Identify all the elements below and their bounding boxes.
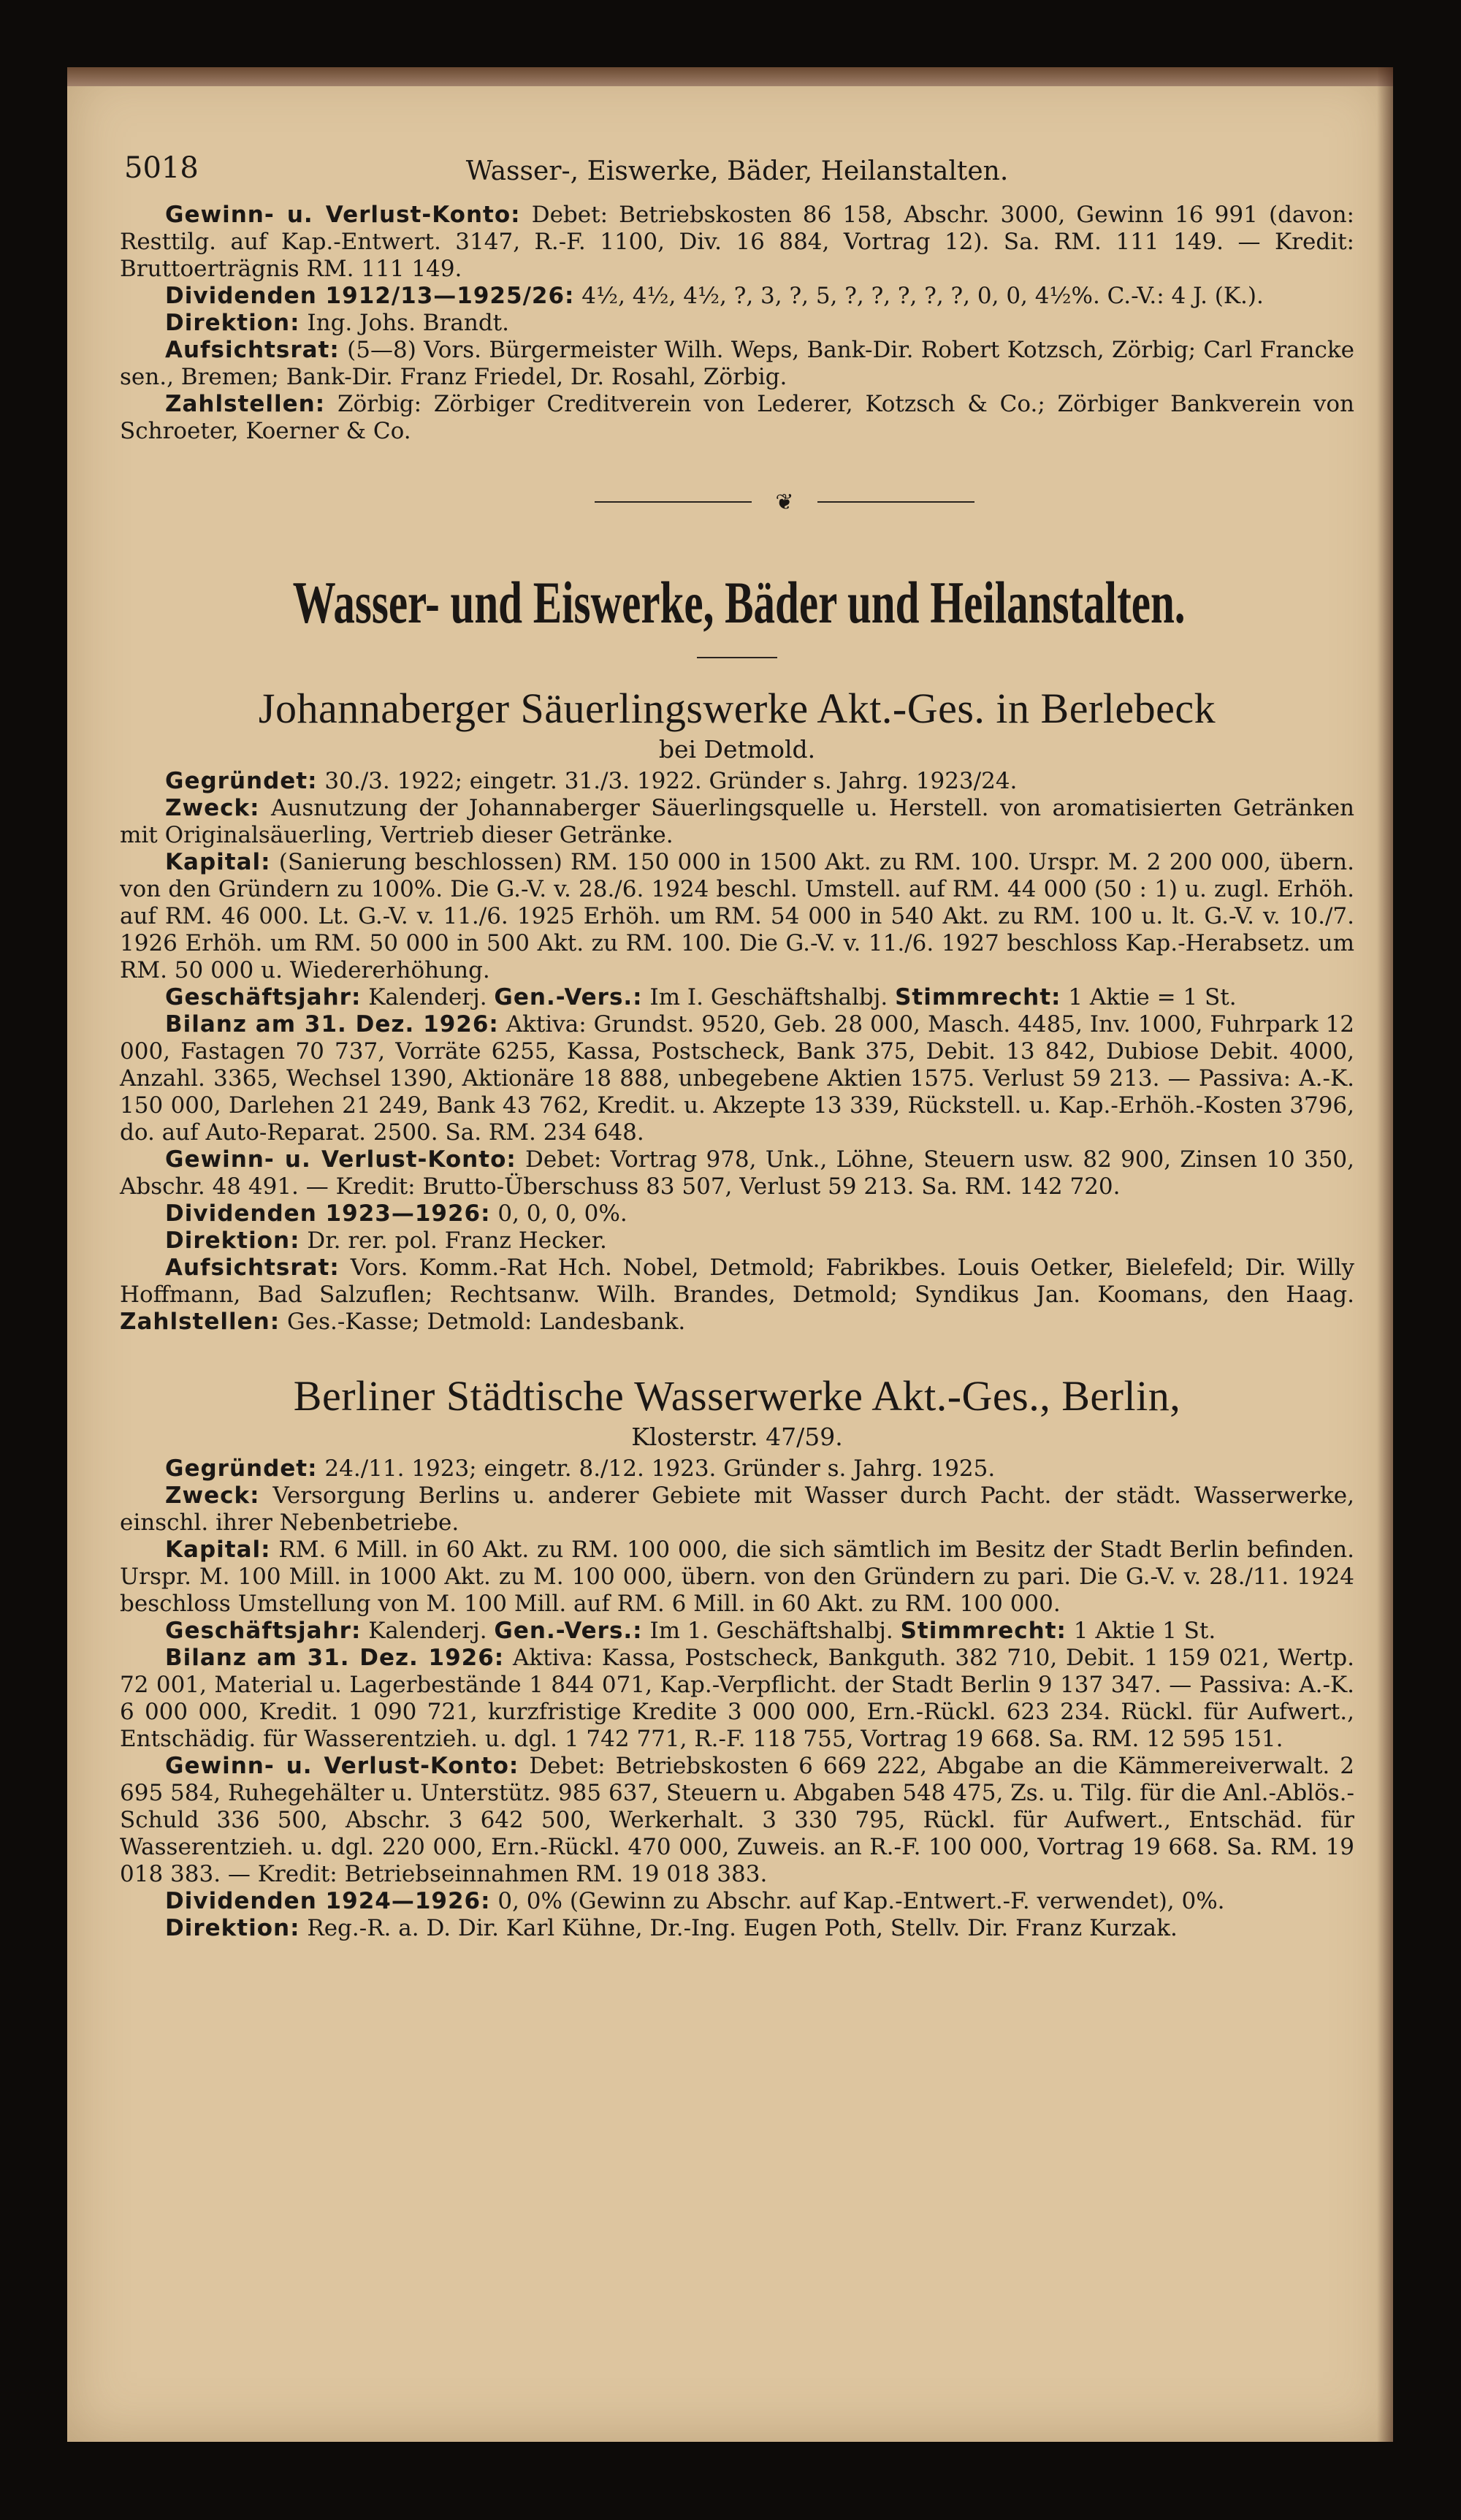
company-1-name: Johannaberger Säuerlingswerke Akt.-Ges. in Berlebeck bbox=[258, 685, 1216, 732]
c2-gegr-label: Gegründet: bbox=[165, 1455, 318, 1482]
c1-dir-paragraph bbox=[120, 1227, 1354, 1255]
page-content bbox=[120, 151, 1355, 1942]
c1-gegr-label: Gegründet: bbox=[165, 768, 318, 794]
previous-entry bbox=[120, 202, 1354, 445]
c1-ar-text: Vors. Komm.-Rat Hch. Nobel, Detmold; Fabrikbes. Louis Oetker, Bielefeld; Dir. Willy Hoffmann, Bad Salzuflen; Rechtsanw. Wilh. Brandes, Detmold; Syndikus Jan. Koomans, den Haag. bbox=[120, 1255, 1355, 1308]
prev-gv-text: Debet: Betriebskosten 86 158, Abschr. 3000, Gewinn 16 991 (davon: Resttilg. auf Kap.-Entwert. 3147, R.-F. 1100, Div. 16 884, Vortrag 12). Sa. RM. 111 149. — Kredit: Bruttoerträgnis RM. 111 149. bbox=[120, 202, 1354, 282]
section-rule bbox=[697, 657, 777, 658]
c1-kap-label: Kapital: bbox=[165, 849, 271, 875]
c1-zs-text: Ges.-Kasse; Detmold: Landesbank. bbox=[287, 1309, 686, 1335]
c2-gj-text: Kalenderj. bbox=[368, 1618, 487, 1644]
c2-st-text: 1 Aktie 1 St. bbox=[1073, 1618, 1216, 1644]
prev-dir-text: Ing. Johs. Brandt. bbox=[307, 310, 509, 336]
prev-zs-label: Zahlstellen: bbox=[165, 391, 326, 417]
c1-st-label: Stimmrecht: bbox=[895, 984, 1061, 1010]
prev-ar-label: Aufsichtsrat: bbox=[165, 337, 340, 363]
prev-div-text: 4½, 4½, 4½, ?, 3, ?, 5, ?, ?, ?, ?, ?, 0, 0, 4½%. C.-V.: 4 J. (K.). bbox=[581, 283, 1264, 309]
c2-bil-label: Bilanz am 31. Dez. 1926: bbox=[165, 1645, 505, 1671]
running-title: Wasser-, Eiswerke, Bäder, Heilanstalten. bbox=[465, 156, 1009, 186]
c1-ar-paragraph bbox=[120, 1255, 1354, 1336]
c1-bil-paragraph bbox=[120, 1011, 1354, 1146]
c2-gegr-paragraph bbox=[120, 1455, 1354, 1482]
divider-line-right bbox=[817, 501, 974, 503]
page-top-edge bbox=[67, 67, 1393, 86]
divider-ornament-icon: ❦ bbox=[775, 490, 794, 515]
entry-gap bbox=[120, 1336, 1354, 1371]
c2-kap-paragraph bbox=[120, 1537, 1354, 1618]
c2-gj-label: Geschäftsjahr: bbox=[165, 1618, 362, 1644]
c2-kap-label: Kapital: bbox=[165, 1537, 271, 1563]
c2-guv-text: Debet: Betriebskosten 6 669 222, Abgabe an die Kämmereiverwalt. 2 695 584, Ruhegehälter u. Unterstütz. 985 637, Steuern u. Abgaben 548 475, Zs. u. Tilg. für die Anl.-Ablös.-Schuld 336 500, Abschr. 3 642 500, Werkerhalt. 3 330 795, Rückl. für Aufwert., Entschäd. für Wasserentzieh. u. dgl. 220 000, Ern.-Rückl. 470 000, Zuweis. an R.-F. 100 000, Vortrag 19 668. Sa. RM. 19 018 383. — Kredit: Betriebseinnahmen RM. 19 018 383. bbox=[120, 1753, 1354, 1887]
c2-gv-label: Gen.-Vers.: bbox=[494, 1618, 643, 1644]
c1-gegr-text: 30./3. 1922; eingetr. 31./3. 1922. Gründer s. Jahrg. 1923/24. bbox=[324, 768, 1018, 794]
c2-guv-label: Gewinn- u. Verlust-Konto: bbox=[165, 1753, 519, 1779]
c2-gegr-text: 24./11. 1923; eingetr. 8./12. 1923. Gründer s. Jahrg. 1925. bbox=[324, 1455, 996, 1482]
c2-bil-text: Aktiva: Kassa, Postscheck, Bankguth. 382 710, Debit. 1 159 021, Wertp. 72 001, Material u. Lagerbestände 1 844 071, Kap.-Verpflicht. der Stadt Berlin 9 137 347. — Passiva: A.-K. 6 000 000, Kredit. 1 090 721, kurzfristige Kredite 3 000 000, Ern.-Rückl. 623 234. Rückl. für Aufwert., Entschädig. für Wasserentzieh. u. dgl. 1 742 771, R.-F. 118 755, Vortrag 19 668. Sa. RM. 12 595 151. bbox=[120, 1645, 1354, 1752]
c1-kap-text: (Sanierung beschlossen) RM. 150 000 in 1500 Akt. zu RM. 100. Urspr. M. 2 200 000, übern. von den Gründern zu 100%. Die G.-V. v. 28./6. 1924 beschl. Umstell. auf RM. 44 000 (50 : 1) u. zugl. Erhöh. auf RM. 46 000. Lt. G.-V. v. 11./6. 1925 Erhöh. um RM. 54 000 in 540 Akt. zu RM. 100 u. lt. G.-V. v. 10./7. 1926 Erhöh. um RM. 50 000 in 500 Akt. zu RM. 100. Die G.-V. v. 11./6. 1927 beschloss Kap.-Herabsetz. um RM. 50 000 u. Wiedererhöhung. bbox=[120, 849, 1354, 983]
c2-div-text: 0, 0% (Gewinn zu Abschr. auf Kap.-Entwert.-F. verwendet), 0%. bbox=[497, 1888, 1225, 1914]
c2-zweck-paragraph bbox=[120, 1482, 1354, 1537]
divider-line-left bbox=[595, 501, 752, 503]
c1-zweck-paragraph bbox=[120, 795, 1354, 849]
c2-zweck-label: Zweck: bbox=[165, 1482, 260, 1509]
c1-guv-label: Gewinn- u. Verlust-Konto: bbox=[165, 1146, 516, 1173]
c2-gj-paragraph bbox=[120, 1618, 1354, 1645]
c1-bil-label: Bilanz am 31. Dez. 1926: bbox=[165, 1011, 499, 1038]
c1-gv-text: Im I. Geschäftshalbj. bbox=[649, 984, 888, 1010]
prev-dir-paragraph bbox=[120, 310, 1354, 337]
section-title: Wasser- und Eiswerke, Bäder und Heilanstalten. bbox=[292, 569, 1186, 636]
c2-zweck-text: Versorgung Berlins u. anderer Gebiete mit Wasser durch Pacht. der städt. Wasserwerke, einschl. ihrer Nebenbetriebe. bbox=[120, 1482, 1354, 1536]
c2-dir-text: Reg.-R. a. D. Dir. Karl Kühne, Dr.-Ing. Eugen Poth, Stellv. Dir. Franz Kurzak. bbox=[307, 1915, 1178, 1941]
c1-st-text: 1 Aktie = 1 St. bbox=[1068, 984, 1237, 1010]
c1-gj-paragraph bbox=[120, 984, 1354, 1011]
scanned-page bbox=[67, 67, 1393, 2442]
c1-zs-label: Zahlstellen: bbox=[120, 1309, 281, 1335]
c2-bil-paragraph bbox=[120, 1645, 1354, 1753]
prev-gv-paragraph bbox=[120, 202, 1354, 283]
c2-div-paragraph bbox=[120, 1888, 1354, 1915]
prev-ar-paragraph bbox=[120, 337, 1354, 391]
ornament-divider bbox=[120, 487, 1354, 517]
company-entry-1 bbox=[120, 683, 1354, 1336]
c1-dir-label: Direktion: bbox=[165, 1227, 300, 1254]
prev-zs-paragraph bbox=[120, 391, 1354, 445]
c2-gv-text: Im 1. Geschäftshalbj. bbox=[649, 1618, 893, 1644]
c1-div-paragraph bbox=[120, 1200, 1354, 1227]
c1-bil-text: Aktiva: Grundst. 9520, Geb. 28 000, Masch. 4485, Inv. 1000, Fuhrpark 12 000, Fastagen 70 737, Vorräte 6255, Kassa, Postscheck, Bank 375, Debit. 13 842, Dubiose Debit. 4000, Anzahl. 3365, Wechsel 1390, Aktionäre 18 888, unbegebene Aktien 1575. Verlust 59 213. — Passiva: A.-K. 150 000, Darlehen 21 249, Bank 43 762, Kredit. u. Akzepte 13 339, Rückstell. u. Kap.-Erhöh.-Kosten 3796, do. auf Auto-Reparat. 2500. Sa. RM. 234 648. bbox=[120, 1011, 1354, 1146]
c1-gj-label: Geschäftsjahr: bbox=[165, 984, 362, 1010]
company-2-name: Berliner Städtische Wasserwerke Akt.-Ges., Berlin, bbox=[293, 1372, 1181, 1420]
prev-div-label: Dividenden 1912/13—1925/26: bbox=[165, 283, 575, 309]
c1-zweck-label: Zweck: bbox=[165, 795, 260, 821]
c2-kap-text: RM. 6 Mill. in 60 Akt. zu RM. 100 000, die sich sämtlich im Besitz der Stadt Berlin befinden. Urspr. M. 100 Mill. in 1000 Akt. zu M. 100 000, übern. von den Gründern zu pari. Die G.-V. v. 28./11. 1924 beschloss Umstellung von M. 100 Mill. auf RM. 6 Mill. in 60 Akt. zu RM. 100 000. bbox=[120, 1537, 1354, 1617]
c2-st-label: Stimmrecht: bbox=[900, 1618, 1067, 1644]
company-1-location: bei Detmold. bbox=[658, 735, 816, 764]
c1-gegr-paragraph bbox=[120, 768, 1354, 795]
c1-guv-paragraph bbox=[120, 1146, 1354, 1200]
c2-dir-label: Direktion: bbox=[165, 1915, 300, 1941]
prev-dir-label: Direktion: bbox=[165, 310, 300, 336]
c1-zweck-text: Ausnutzung der Johannaberger Säuerlingsquelle u. Herstell. von aromatisierten Getränken mit Originalsäuerling, Vertrieb dieser Getränke. bbox=[120, 795, 1355, 848]
prev-gv-label: Gewinn- u. Verlust-Konto: bbox=[165, 202, 521, 228]
c1-kap-paragraph bbox=[120, 849, 1354, 984]
c1-div-label: Dividenden 1923—1926: bbox=[165, 1200, 491, 1227]
company-2-location: Klosterstr. 47/59. bbox=[631, 1423, 843, 1451]
page-header bbox=[120, 151, 1354, 202]
c2-div-label: Dividenden 1924—1926: bbox=[165, 1888, 491, 1914]
c1-guv-text: Debet: Vortrag 978, Unk., Löhne, Steuern usw. 82 900, Zinsen 10 350, Abschr. 48 491. — Kredit: Brutto-Überschuss 83 507, Verlust 59 213. Sa. RM. 142 720. bbox=[120, 1146, 1354, 1200]
c1-ar-label: Aufsichtsrat: bbox=[165, 1255, 340, 1281]
page-right-edge bbox=[1377, 67, 1393, 2442]
prev-zs-text: Zörbig: Zörbiger Creditverein von Lederer, Kotzsch & Co.; Zörbiger Bankverein von Schroeter, Koerner & Co. bbox=[120, 391, 1354, 444]
prev-ar-text: (5—8) Vors. Bürgermeister Wilh. Weps, Bank-Dir. Robert Kotzsch, Zörbig; Carl Francke sen., Bremen; Bank-Dir. Franz Friedel, Dr. Rosahl, Zörbig. bbox=[120, 337, 1354, 390]
c2-dir-paragraph bbox=[120, 1915, 1354, 1942]
c1-gv-label: Gen.-Vers.: bbox=[494, 984, 643, 1010]
c1-gj-text: Kalenderj. bbox=[368, 984, 487, 1010]
company-entry-2 bbox=[120, 1371, 1354, 1942]
c1-dir-text: Dr. rer. pol. Franz Hecker. bbox=[307, 1227, 607, 1254]
c1-div-text: 0, 0, 0, 0%. bbox=[497, 1200, 627, 1227]
page-number: 5018 bbox=[124, 151, 199, 185]
c2-guv-paragraph bbox=[120, 1753, 1354, 1888]
prev-div-paragraph bbox=[120, 283, 1354, 310]
